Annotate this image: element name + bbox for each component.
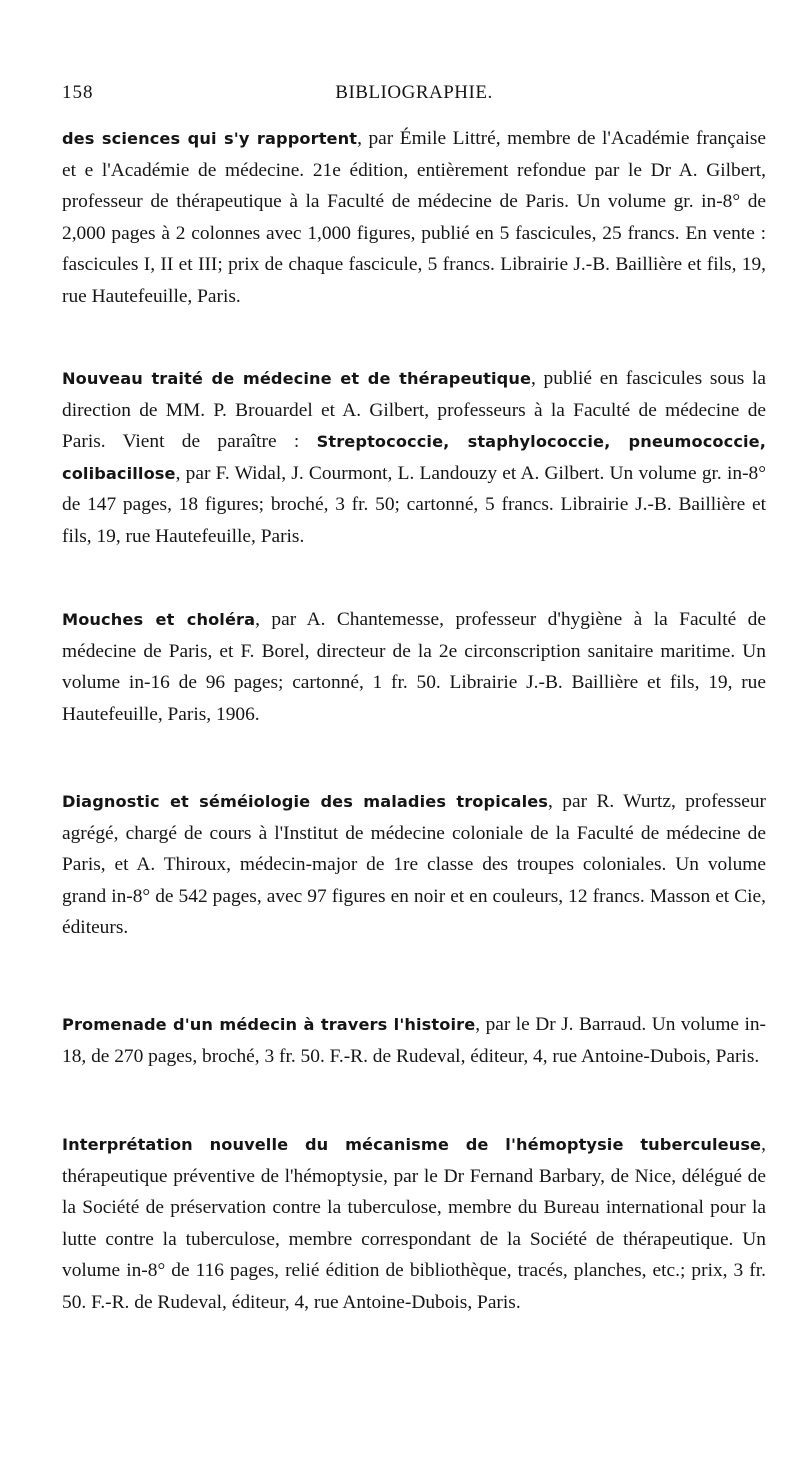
entry-title: Interprétation nouvelle du mécanisme de l'hémoptysie tuberculeuse (62, 1135, 762, 1154)
entry-text: , par A. Chantemesse, professeur d'hygiène à la Faculté de médecine de Paris, et F. Borel, directeur de la 2e circonscription sanitaire maritime. Un volume in-16 de 96 pages; cartonné, 1 fr. 50. Librairie J.-B. Baillière et fils, 19, rue Hautefeuille, Paris, 1906. (62, 609, 766, 725)
entry-text-continued: , par F. Widal, J. Courmont, L. Landouzy et A. Gilbert. Un volume gr. in-8° de 147 pages, 18 figures; broché, 3 fr. 50; cartonné, 5 francs. Librairie J.-B. Baillière et fils, 19, rue Hautefeuille, Paris. (62, 462, 766, 547)
entry-title: des sciences qui s'y rapportent (62, 129, 358, 148)
entry-title: Diagnostic et séméiologie des maladies tropicales (62, 792, 549, 811)
bibliography-entry-3 (62, 604, 766, 730)
bibliography-entry-5 (62, 1009, 766, 1072)
entry-text: , par Émile Littré, membre de l'Académie française et e l'Académie de médecine. 21e édition, entièrement refondue par le Dr A. Gilbert, professeur de thérapeutique à la Faculté de médecine de Paris. Un volume gr. in-8° de 2,000 pages à 2 colonnes avec 1,000 figures, publié en 5 fascicules, 25 francs. En vente : fascicules I, II et III; prix de chaque fascicule, 5 francs. Librairie J.-B. Baillière et fils, 19, rue Hautefeuille, Paris. (62, 128, 767, 307)
page (62, 82, 766, 104)
entry-text: , thérapeutique préventive de l'hémoptysie, par le Dr Fernand Barbary, de Nice, délégué de la Société de préservation contre la tuberculose, membre du Bureau international pour la lutte contre la tuberculose, membre correspondant de la Société de thérapeutique. Un volume in-8° de 116 pages, relié édition de bibliothèque, tracés, planches, etc.; prix, 3 fr. 50. F.-R. de Rudeval, éditeur, 4, rue Antoine-Dubois, Paris. (62, 1134, 766, 1313)
bibliography-entry-2 (62, 363, 766, 552)
page-header (62, 82, 766, 104)
entry-text: , par le Dr J. Barraud. Un volume in-18, de 270 pages, broché, 3 fr. 50. F.-R. de Rudeval, éditeur, 4, rue Antoine-Dubois, Paris. (62, 1014, 767, 1067)
entry-text: , par R. Wurtz, professeur agrégé, chargé de cours à l'Institut de médecine coloniale de la Faculté de médecine de Paris, et A. Thiroux, médecin-major de 1re classe des troupes coloniales. Un volume grand in-8° de 542 pages, avec 97 figures en noir et en couleurs, 12 francs. Masson et Cie, éditeurs. (62, 791, 766, 938)
bibliography-entry-6 (62, 1129, 766, 1318)
entry-title: Mouches et choléra (62, 610, 256, 629)
entry-title: Nouveau traité de médecine et de thérapeutique (62, 369, 532, 388)
entry-subtitle: Streptococcie, staphylococcie, pneumococcie, colibacillose (62, 432, 767, 483)
bibliography-entry-1 (62, 123, 766, 312)
running-title: BIBLIOGRAPHIE. (335, 82, 493, 103)
page-number: 158 (62, 82, 94, 103)
entry-title: Promenade d'un médecin à travers l'histoire (62, 1015, 476, 1034)
entry-text: , publié en fascicules sous la direction de MM. P. Brouardel et A. Gilbert, professeurs à la Faculté de médecine de Paris. Vient de paraître : (62, 368, 766, 452)
bibliography-entry-4 (62, 786, 766, 944)
